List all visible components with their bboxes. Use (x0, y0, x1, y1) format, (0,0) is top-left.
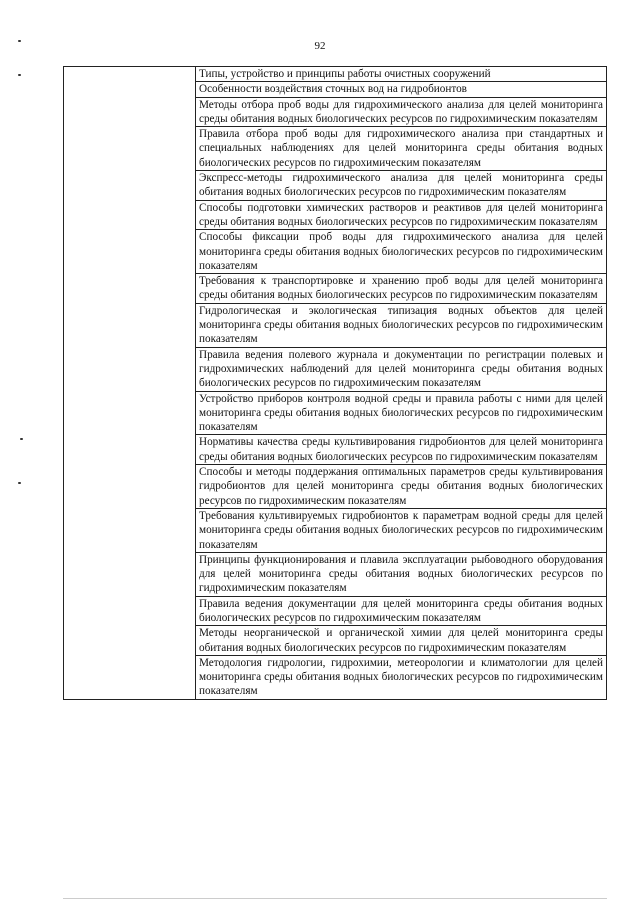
table-cell (196, 552, 607, 596)
table-cell (196, 508, 607, 552)
table-cell (196, 200, 607, 230)
knowledge-item: Методы неорганической и органической химии для целей мониторинга среды обитания водных биологических ресурсов по гидрохимическим показателям (199, 627, 603, 654)
knowledge-item: Правила ведения документации для целей мониторинга среды обитания водных биологических ресурсов по гидрохимическим показателям (199, 597, 603, 624)
table-cell (196, 391, 607, 435)
table-cell (196, 230, 607, 274)
table-body (64, 67, 607, 700)
table-cell (196, 82, 607, 97)
knowledge-item: Устройство приборов контроля водной среды и правила работы с ними для целей мониторинга среды обитания водных биологических ресурсов по гидрохимическим показателям (199, 392, 603, 434)
table-cell (196, 596, 607, 626)
knowledge-item: Принципы функционирования и плавила эксплуатации рыбоводного оборудования для целей мониторинга среды обитания водных биологических ресурсов по гидрохимическим показателям (199, 553, 603, 595)
knowledge-item: Правила ведения полевого журнала и документации по регистрации полевых и гидрохимических наблюдений для целей мониторинга среды обитания водных биологических ресурсов по гидрохимическим показателям (199, 348, 603, 390)
knowledge-item: Требования культивируемых гидробионтов к параметрам водной среды для целей мониторинга среды обитания водных биологических ресурсов по гидрохимическим показателям (199, 509, 603, 551)
knowledge-item: Экспресс-методы гидрохимического анализа для целей мониторинга среды обитания водных биологических ресурсов по гидрохимическим показателям (199, 172, 603, 199)
knowledge-item: Гидрологическая и экологическая типизация водных объектов для целей мониторинга среды обитания водных биологических ресурсов по гидрохимическим показателям (199, 304, 603, 346)
knowledge-item: Требования к транспортировке и хранению проб воды для целей мониторинга среды обитания водных биологических ресурсов по гидрохимическим показателям (199, 275, 603, 302)
table-cell (196, 626, 607, 656)
knowledge-item: Способы и методы поддержания оптимальных параметров среды культивирования гидробионтов для целей мониторинга среды обитания водных биологических ресурсов по гидрохимическим показателям (199, 466, 603, 507)
page-number: 92 (314, 40, 326, 52)
knowledge-table (63, 66, 607, 700)
knowledge-item: Методология гидрологии, гидрохимии, метеорологии и климатологии для целей мониторинга среды обитания водных биологических ресурсов по гидрохимическим показателям (199, 656, 603, 698)
scan-mark (18, 74, 21, 76)
table-cell (196, 435, 607, 465)
knowledge-item: Способы подготовки химических растворов и реактивов для целей мониторинга среды обитания водных биологических ресурсов по гидрохимическим показателям (199, 201, 603, 228)
table-cell (196, 97, 607, 127)
table-cell (196, 127, 607, 171)
scan-bottom-edge (63, 898, 607, 899)
scan-mark (20, 438, 23, 440)
knowledge-item: Особенности воздействия сточных вод на гидробионтов (199, 83, 467, 96)
table-left-cell (64, 67, 196, 700)
table-cell (196, 303, 607, 347)
table-cell (196, 171, 607, 201)
knowledge-item: Способы фиксации проб воды для гидрохимического анализа для целей мониторинга среды обитания водных биологических ресурсов по гидрохимическим показателям (199, 231, 603, 272)
knowledge-item: Типы, устройство и принципы работы очистных сооружений (199, 68, 491, 80)
table-cell (196, 465, 607, 509)
knowledge-item: Методы отбора проб воды для гидрохимического анализа для целей мониторинга среды обитания водных биологических ресурсов по гидрохимическим показателям (199, 98, 603, 125)
table-cell (196, 347, 607, 391)
scan-mark (18, 482, 21, 484)
table-row (64, 67, 607, 82)
table-cell (196, 274, 607, 304)
table-cell (196, 655, 607, 699)
knowledge-item: Нормативы качества среды культивирования гидробионтов для целей мониторинга среды обитания водных биологических ресурсов по гидрохимическим показателям (199, 436, 603, 463)
knowledge-item: Правила отбора проб воды для гидрохимического анализа при стандартных и специальных наблюдениях для целей мониторинга среды обитания водных биологических ресурсов по гидрохимическим показателям (199, 128, 603, 169)
table-cell (196, 67, 607, 82)
scan-mark (18, 40, 21, 42)
